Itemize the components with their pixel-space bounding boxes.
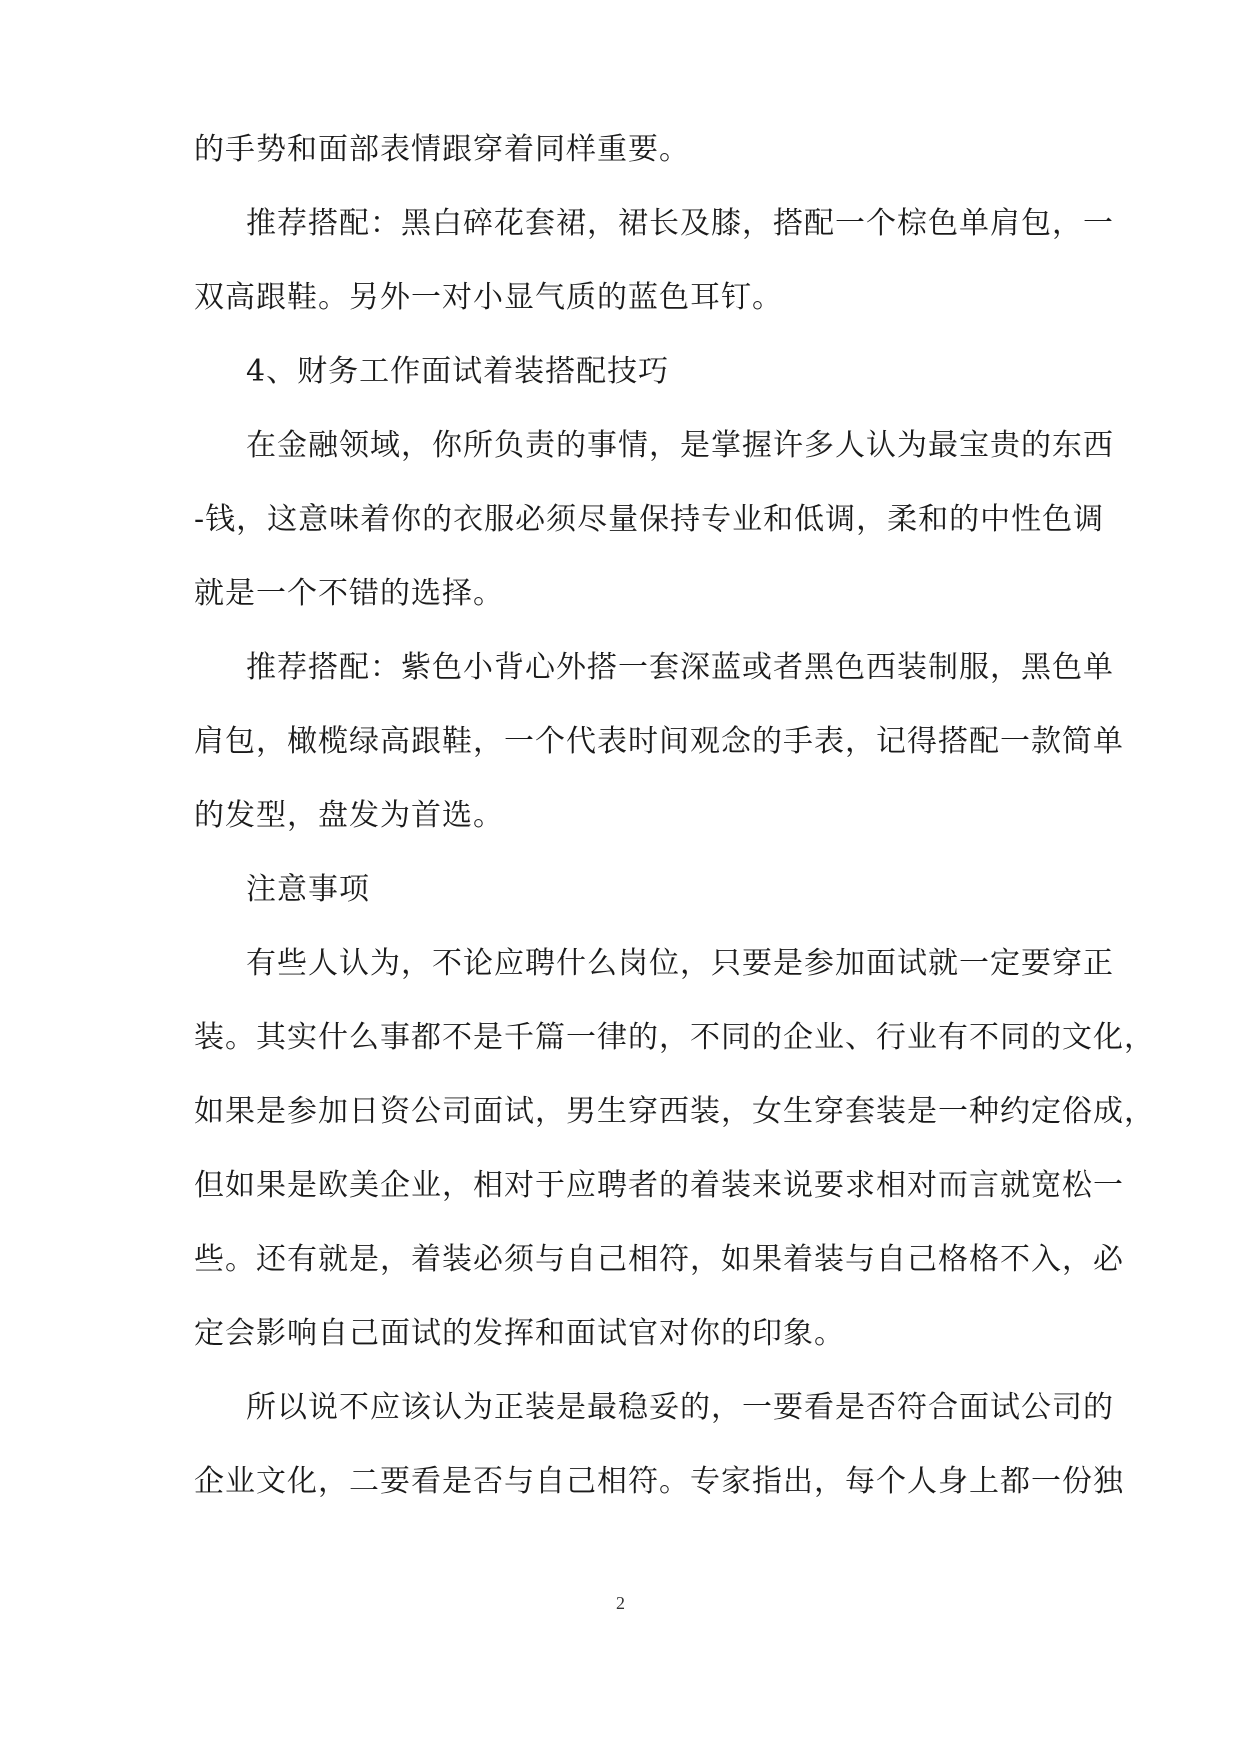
section-heading: 4、财务工作面试着装搭配技巧 bbox=[246, 354, 670, 389]
text-line: 企业文化，二要看是否与自己相符。专家指出，每个人身上都一份独 bbox=[194, 1464, 1124, 1499]
text-line: 但如果是欧美企业，相对于应聘者的着装来说要求相对而言就宽松一 bbox=[194, 1168, 1124, 1203]
section-heading: 注意事项 bbox=[246, 872, 370, 907]
text-line: 双高跟鞋。另外一对小显气质的蓝色耳钉。 bbox=[194, 280, 783, 315]
text-line: 有些人认为，不论应聘什么岗位，只要是参加面试就一定要穿正 bbox=[246, 946, 1114, 981]
text-line: 肩包，橄榄绿高跟鞋，一个代表时间观念的手表，记得搭配一款简单 bbox=[194, 724, 1124, 759]
text-line: 如果是参加日资公司面试，男生穿西装，女生穿套装是一种约定俗成， bbox=[194, 1094, 1155, 1129]
text-line: 所以说不应该认为正装是最稳妥的，一要看是否符合面试公司的 bbox=[246, 1390, 1114, 1425]
page-number: 2 bbox=[616, 1593, 625, 1613]
text-line: 推荐搭配：黑白碎花套裙，裙长及膝，搭配一个棕色单肩包，一 bbox=[246, 206, 1114, 241]
text-line: 在金融领域，你所负责的事情，是掌握许多人认为最宝贵的东西 bbox=[246, 428, 1114, 463]
text-line: -钱，这意味着你的衣服必须尽量保持专业和低调，柔和的中性色调 bbox=[194, 502, 1105, 537]
text-line: 定会影响自己面试的发挥和面试官对你的印象。 bbox=[194, 1316, 845, 1351]
text-line: 的发型，盘发为首选。 bbox=[194, 798, 504, 833]
text-line: 的手势和面部表情跟穿着同样重要。 bbox=[194, 132, 690, 167]
text-line: 装。其实什么事都不是千篇一律的，不同的企业、行业有不同的文化， bbox=[194, 1020, 1155, 1055]
text-line: 推荐搭配：紫色小背心外搭一套深蓝或者黑色西装制服，黑色单 bbox=[246, 650, 1114, 685]
text-line: 些。还有就是，着装必须与自己相符，如果着装与自己格格不入，必 bbox=[194, 1242, 1124, 1277]
text-line: 就是一个不错的选择。 bbox=[194, 576, 504, 611]
